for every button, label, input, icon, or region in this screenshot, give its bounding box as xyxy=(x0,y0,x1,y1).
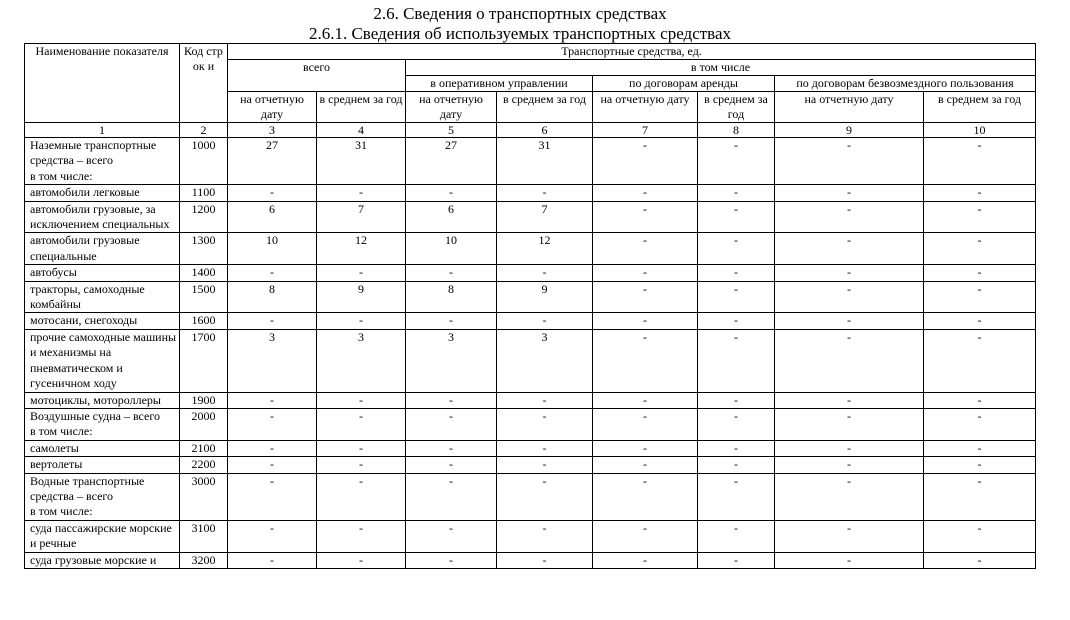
row-name: мотосани, снегоходы xyxy=(25,313,180,329)
row-value: - xyxy=(924,201,1036,233)
row-value: - xyxy=(228,265,317,281)
row-value: - xyxy=(698,329,775,392)
row-value: 7 xyxy=(497,201,593,233)
table-row xyxy=(25,457,1036,473)
header-lease: по договорам аренды xyxy=(593,76,775,92)
row-value: - xyxy=(593,313,698,329)
row-value: - xyxy=(924,473,1036,520)
row-value: - xyxy=(775,313,924,329)
row-value: 3 xyxy=(497,329,593,392)
row-value: - xyxy=(593,281,698,313)
row-name: Водные транспортные средства – всего в том числе: xyxy=(25,473,180,520)
row-value: - xyxy=(698,520,775,552)
row-value: 27 xyxy=(228,138,317,185)
table-row xyxy=(25,392,1036,408)
row-value: - xyxy=(593,233,698,265)
row-value: - xyxy=(406,408,497,440)
row-name: Воздушные судна – всего в том числе: xyxy=(25,408,180,440)
row-value: - xyxy=(406,473,497,520)
row-value: - xyxy=(698,185,775,201)
row-code: 3100 xyxy=(180,520,228,552)
row-name: автомобили грузовые, за исключением специальных xyxy=(25,201,180,233)
row-value: - xyxy=(775,408,924,440)
table-row xyxy=(25,313,1036,329)
row-value: 7 xyxy=(317,201,406,233)
row-value: - xyxy=(775,473,924,520)
col-number: 3 xyxy=(228,123,317,138)
header-name: Наименование показателя xyxy=(25,44,180,123)
row-value: - xyxy=(924,138,1036,185)
row-value: - xyxy=(317,313,406,329)
vehicles-table xyxy=(24,43,1036,569)
row-name: автобусы xyxy=(25,265,180,281)
row-value: - xyxy=(497,392,593,408)
row-value: - xyxy=(924,440,1036,456)
header-at-date: на отчетную дату xyxy=(593,92,698,123)
row-value: - xyxy=(317,457,406,473)
row-name: автомобили грузовые специальные xyxy=(25,233,180,265)
row-value: - xyxy=(775,138,924,185)
row-code: 3200 xyxy=(180,552,228,568)
row-value: - xyxy=(775,392,924,408)
row-value: - xyxy=(593,520,698,552)
table-row xyxy=(25,265,1036,281)
table-row xyxy=(25,329,1036,392)
row-value: - xyxy=(698,265,775,281)
row-value: - xyxy=(924,233,1036,265)
table-row xyxy=(25,185,1036,201)
col-number: 2 xyxy=(180,123,228,138)
row-code: 1500 xyxy=(180,281,228,313)
row-value: - xyxy=(775,281,924,313)
row-value: - xyxy=(406,520,497,552)
row-value: - xyxy=(317,520,406,552)
row-value: - xyxy=(317,265,406,281)
row-value: - xyxy=(698,440,775,456)
row-code: 2200 xyxy=(180,457,228,473)
row-value: - xyxy=(593,329,698,392)
row-value: 3 xyxy=(317,329,406,392)
row-value: - xyxy=(406,185,497,201)
row-name: прочие самоходные машины и механизмы на пневматическом и гусеничном ходу xyxy=(25,329,180,392)
row-value: 8 xyxy=(406,281,497,313)
row-value: - xyxy=(775,329,924,392)
row-code: 1700 xyxy=(180,329,228,392)
table-row xyxy=(25,408,1036,440)
row-code: 3000 xyxy=(180,473,228,520)
row-value: - xyxy=(698,138,775,185)
row-value: - xyxy=(497,313,593,329)
row-value: - xyxy=(497,552,593,568)
table-row xyxy=(25,473,1036,520)
row-value: - xyxy=(698,392,775,408)
row-value: - xyxy=(406,457,497,473)
row-code: 1300 xyxy=(180,233,228,265)
row-value: - xyxy=(698,473,775,520)
row-name: суда пассажирские морские и речные xyxy=(25,520,180,552)
row-value: - xyxy=(406,552,497,568)
header-free-use: по договорам безвозмездного пользования xyxy=(775,76,1036,92)
row-value: - xyxy=(775,440,924,456)
row-value: 31 xyxy=(497,138,593,185)
row-value: - xyxy=(497,520,593,552)
row-value: - xyxy=(317,473,406,520)
row-value: - xyxy=(775,185,924,201)
row-value: - xyxy=(775,233,924,265)
row-value: - xyxy=(593,473,698,520)
row-value: - xyxy=(698,281,775,313)
row-value: - xyxy=(317,408,406,440)
table-row xyxy=(25,201,1036,233)
row-value: - xyxy=(317,440,406,456)
row-value: 9 xyxy=(497,281,593,313)
row-value: - xyxy=(228,473,317,520)
header-at-date: на отчетную дату xyxy=(228,92,317,123)
col-number: 7 xyxy=(593,123,698,138)
row-code: 1400 xyxy=(180,265,228,281)
row-value: - xyxy=(497,185,593,201)
row-value: - xyxy=(228,520,317,552)
table-row xyxy=(25,520,1036,552)
row-value: - xyxy=(228,185,317,201)
row-value: - xyxy=(497,457,593,473)
col-number: 8 xyxy=(698,123,775,138)
row-value: 8 xyxy=(228,281,317,313)
row-value: - xyxy=(924,265,1036,281)
row-value: - xyxy=(317,552,406,568)
row-value: - xyxy=(924,329,1036,392)
row-name: тракторы, самоходные комбайны xyxy=(25,281,180,313)
header-incl: в том числе xyxy=(406,60,1036,76)
row-value: - xyxy=(228,457,317,473)
header-avg-year: в среднем за год xyxy=(924,92,1036,123)
row-value: - xyxy=(698,233,775,265)
row-code: 2100 xyxy=(180,440,228,456)
header-total: всего xyxy=(228,60,406,92)
row-value: 10 xyxy=(228,233,317,265)
col-number: 1 xyxy=(25,123,180,138)
row-name: автомобили легковые xyxy=(25,185,180,201)
row-value: - xyxy=(593,457,698,473)
row-value: - xyxy=(593,265,698,281)
row-value: - xyxy=(775,520,924,552)
row-code: 1100 xyxy=(180,185,228,201)
row-value: 31 xyxy=(317,138,406,185)
row-value: - xyxy=(924,520,1036,552)
table-row xyxy=(25,281,1036,313)
row-value: - xyxy=(593,408,698,440)
row-value: - xyxy=(775,457,924,473)
col-number: 5 xyxy=(406,123,497,138)
row-code: 1200 xyxy=(180,201,228,233)
row-value: - xyxy=(698,457,775,473)
row-value: - xyxy=(228,440,317,456)
row-code: 2000 xyxy=(180,408,228,440)
row-value: - xyxy=(775,265,924,281)
row-value: - xyxy=(228,552,317,568)
header-operational: в оперативном управлении xyxy=(406,76,593,92)
row-value: 10 xyxy=(406,233,497,265)
row-value: - xyxy=(924,281,1036,313)
row-value: 12 xyxy=(317,233,406,265)
row-value: - xyxy=(775,201,924,233)
row-value: 6 xyxy=(406,201,497,233)
row-value: - xyxy=(406,440,497,456)
header-at-date: на отчетную дату xyxy=(775,92,924,123)
row-value: - xyxy=(698,313,775,329)
row-value: - xyxy=(593,185,698,201)
header-vehicles: Транспортные средства, ед. xyxy=(228,44,1036,60)
row-value: - xyxy=(593,552,698,568)
row-value: - xyxy=(924,552,1036,568)
header-avg-year: в среднем за год xyxy=(698,92,775,123)
row-value: - xyxy=(317,185,406,201)
row-name: мотоциклы, мотороллеры xyxy=(25,392,180,408)
row-value: - xyxy=(317,392,406,408)
row-value: 12 xyxy=(497,233,593,265)
row-value: - xyxy=(406,313,497,329)
row-value: - xyxy=(228,408,317,440)
header-code: Код строк и xyxy=(180,44,228,123)
col-number: 9 xyxy=(775,123,924,138)
table-row xyxy=(25,440,1036,456)
row-value: - xyxy=(775,552,924,568)
row-value: - xyxy=(406,392,497,408)
row-value: - xyxy=(497,408,593,440)
row-value: - xyxy=(924,408,1036,440)
row-name: суда грузовые морские и xyxy=(25,552,180,568)
row-value: - xyxy=(698,201,775,233)
section-title: 2.6. Сведения о транспортных средствах xyxy=(373,4,667,23)
row-value: - xyxy=(497,473,593,520)
table-row xyxy=(25,138,1036,185)
row-name: самолеты xyxy=(25,440,180,456)
row-value: - xyxy=(228,392,317,408)
row-value: - xyxy=(406,265,497,281)
row-value: - xyxy=(698,408,775,440)
table-row xyxy=(25,233,1036,265)
header-avg-year: в среднем за год xyxy=(497,92,593,123)
row-code: 1900 xyxy=(180,392,228,408)
row-value: 6 xyxy=(228,201,317,233)
row-value: - xyxy=(593,392,698,408)
row-name: Наземные транспортные средства – всего в том числе: xyxy=(25,138,180,185)
row-value: - xyxy=(593,440,698,456)
row-value: 27 xyxy=(406,138,497,185)
row-code: 1000 xyxy=(180,138,228,185)
row-value: - xyxy=(698,552,775,568)
row-value: - xyxy=(497,440,593,456)
table-row xyxy=(25,552,1036,568)
row-value: - xyxy=(924,313,1036,329)
row-value: 3 xyxy=(406,329,497,392)
col-number: 4 xyxy=(317,123,406,138)
row-value: 9 xyxy=(317,281,406,313)
row-code: 1600 xyxy=(180,313,228,329)
row-value: - xyxy=(228,313,317,329)
row-value: - xyxy=(924,457,1036,473)
subsection-title: 2.6.1. Сведения об используемых транспортных средствах xyxy=(308,24,732,43)
row-value: - xyxy=(593,201,698,233)
row-value: - xyxy=(497,265,593,281)
header-avg-year: в среднем за год xyxy=(317,92,406,123)
col-number: 6 xyxy=(497,123,593,138)
row-value: 3 xyxy=(228,329,317,392)
row-value: - xyxy=(593,138,698,185)
row-value: - xyxy=(924,185,1036,201)
row-value: - xyxy=(924,392,1036,408)
row-name: вертолеты xyxy=(25,457,180,473)
col-number: 10 xyxy=(924,123,1036,138)
header-at-date: на отчетную дату xyxy=(406,92,497,123)
